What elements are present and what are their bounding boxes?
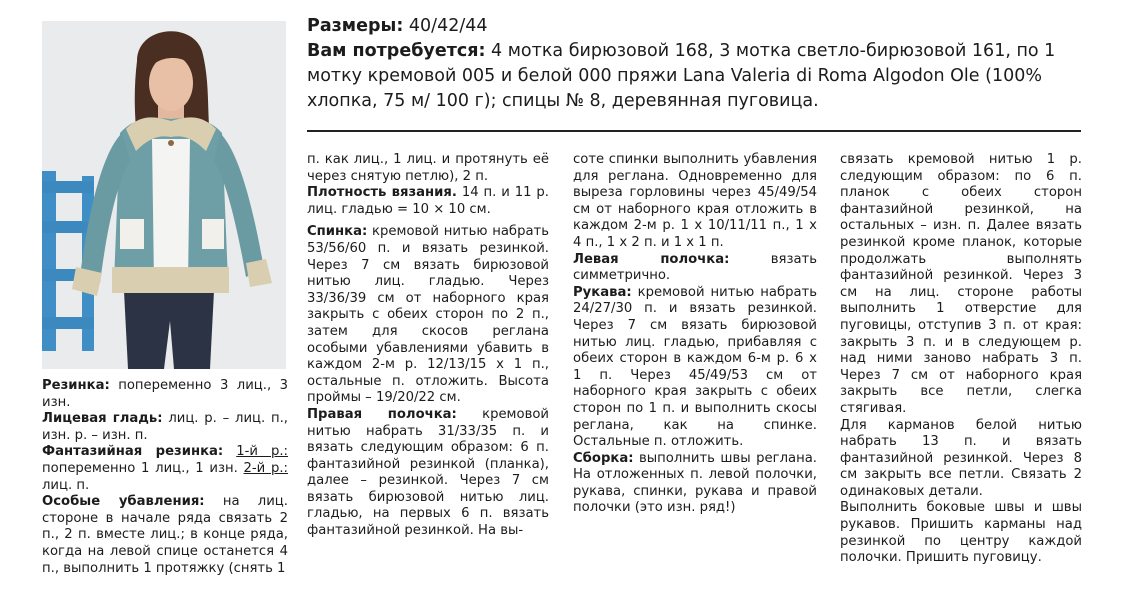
special-decreases: Особые убавления: на лиц. стороне в начале ряда связать 2 п., 2 п. вместе лиц.; в конце ряда, когда на левой спице останется 4 п., выполнить 1 протяжку (снять 1	[42, 494, 288, 576]
gauge-paragraph: Плотность вязания. 14 п. и 11 р. лиц. гладью = 10 × 10 см.	[307, 185, 549, 217]
text-column-2	[573, 152, 817, 517]
left-front-paragraph: Левая полочка: вязать симметрично.	[573, 251, 817, 284]
pockets-paragraph: Для карманов белой нитью набрать 13 п. и вязать фантазийной резинкой. Через 8 см закрыть все петли. Связать 2 одинаковых детали.	[840, 417, 1082, 499]
rib-stitch: Резинка: попеременно 3 лиц., 3 изн.	[42, 378, 288, 410]
materials-text: 4 мотка бирюзовой 168, 3 мотка светло-бирюзовой 161, по 1 мотку кремовой 005 и белой 000 пряжи Lana Valeria di Roma Algodon Ole (100% хлопка, 75 м/ 100 г); спицы № 8, деревянная пуговица.	[307, 41, 1056, 111]
text-column-3	[840, 152, 1082, 567]
materials-label: Вам потребуется:	[307, 41, 486, 61]
text-column-1	[307, 152, 549, 540]
assembly-paragraph: Сборка: выполнить швы реглана. На отложенных п. левой полочки, рукава, спинки, рукава и правой полочки (это изн. ряд!)	[573, 450, 817, 516]
stockinette-stitch: Лицевая гладь: лиц. р. – лиц. п., изн. р. – изн. п.	[42, 411, 288, 443]
sizes-value: 40/42/44	[408, 16, 488, 36]
header-divider	[307, 130, 1081, 132]
finishing-paragraph: Выполнить боковые швы и швы рукавов. Пришить карманы над резинкой по центру каждой полочки. Пришить пуговицу.	[840, 500, 1082, 566]
pattern-header	[307, 14, 1097, 114]
sleeves-paragraph: Рукава: кремовой нитью набрать 24/27/30 п. и вязать резинкой. Через 7 см вязать бирюзовой нитью лиц. гладью, прибавляя с обеих сторон в каждом 6-м р. 6 х 1 п. Через 45/49/53 см от наборного края закрыть с обеих сторон по 1 п. и выполнить скосы реглана, как на спинке. Остальные п. отложить.	[573, 284, 817, 450]
assembly-continued: связать кремовой нитью 1 р. следующим образом: по 6 п. планок с обеих сторон фантазийной резинкой, на остальных – изн. п. Далее вязать резинкой кроме планок, которые продолжать выполнять фантазийной резинкой. Через 3 см на лиц. стороне работы выполнить 1 отверстие для пуговицы, отступив 3 п. от края: закрыть 3 п. и в следующем р. над ними заново набрать 3 п. Через 7 см от наборного края закрыть все петли, слегка стягивая.	[840, 152, 1082, 416]
stitch-glossary	[42, 378, 288, 577]
continued-text: соте спинки выполнить убавления для реглана. Одновременно для выреза горловины через 45/49/54 см от наборного края отложить в каждом 2-м р. 1 х 10/11/11 п., 1 х 4 п., 1 х 2 п. и 1 х 1 п.	[573, 152, 817, 250]
sizes-label: Размеры:	[307, 16, 404, 36]
sizes-line	[307, 14, 1097, 39]
continued-text: п. как лиц., 1 лиц. и протянуть её через снятую петлю), 2 п.	[307, 152, 549, 184]
right-front-paragraph: Правая полочка: кремовой нитью набрать 31/33/35 п. и вязать следующим образом: 6 п. фантазийной резинкой (планка), далее – резинкой. Через 7 см вязать бирюзовой нитью лиц. гладью, на первых 6 п. вязать фантазийной резинкой. На вы-	[307, 406, 549, 539]
fancy-rib-stitch: Фантазийная резинка: 1-й р.: попеременно 1 лиц., 1 изн. 2-й р.: лиц. п.	[42, 444, 288, 493]
materials-line	[307, 39, 1097, 114]
back-paragraph: Спинка: кремовой нитью набрать 53/56/60 п. и вязать резинкой. Через 7 см вязать бирюзовой нитью лиц. гладью. Через 33/36/39 см от наборного края закрыть с обеих сторон по 2 п., затем для скосов реглана особыми убавлениями убавить в каждом 2-м р. 12/13/15 х 1 п., остальные п. отложить. Высота проймы – 19/20/22 см.	[307, 224, 549, 406]
model-photo	[42, 21, 286, 369]
